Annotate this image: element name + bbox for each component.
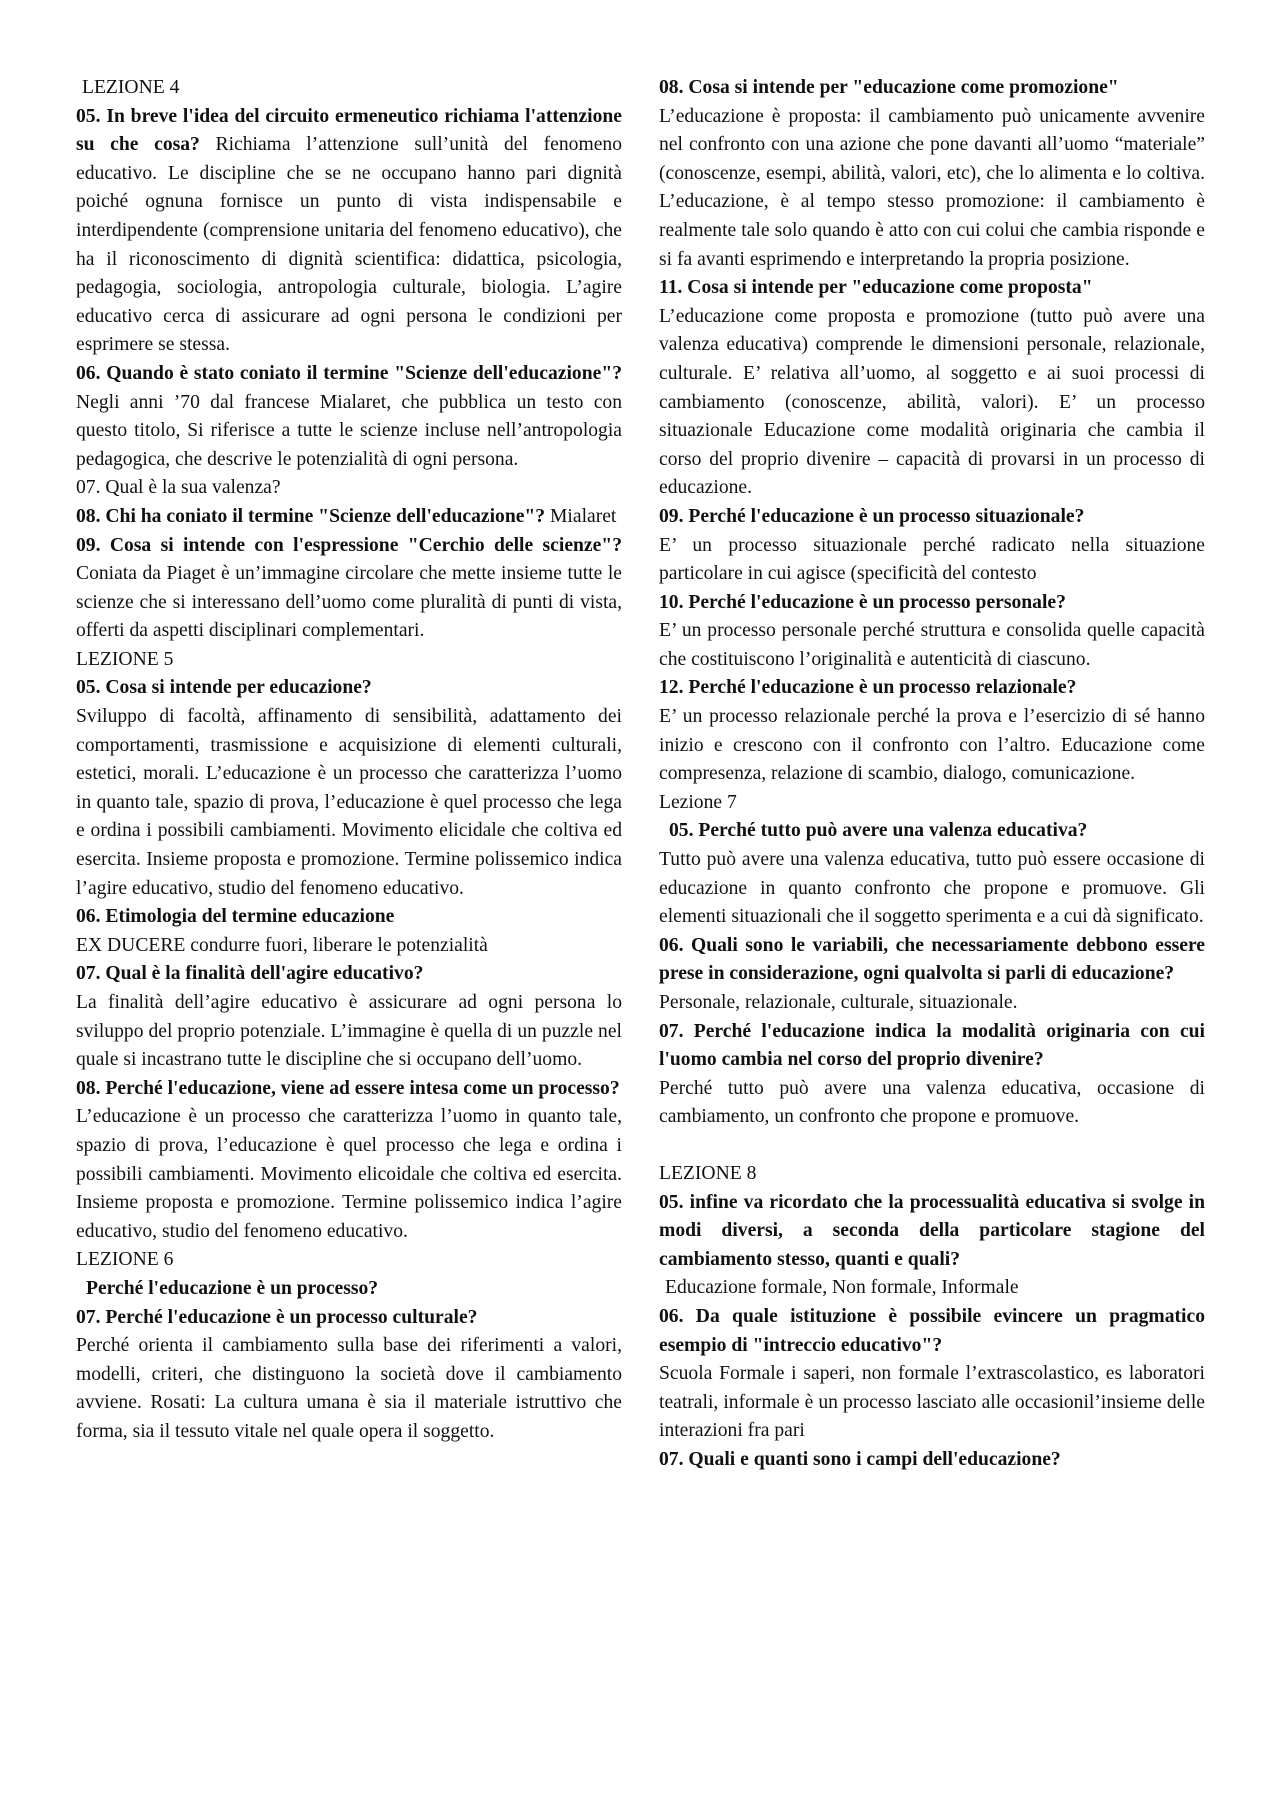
- qa-l4-09: [76, 532, 622, 646]
- left-column: [76, 74, 622, 1447]
- question-l4-07: 07. Qual è la sua valenza?: [76, 477, 281, 499]
- answer-l5-07: La finalità dell’agire educativo è assicurare ad ogni persona lo sviluppo del proprio potenziale. L’immagine è quella di un puzzle nel quale si incastrano tutte le discipline che si occupano dell’uomo.: [76, 992, 622, 1071]
- answer-l5-08: L’educazione è un processo che caratterizza l’uomo in quanto tale, spazio di prova, l’educazione è quel processo che lega e ordina i possibili cambiamenti. Movimento elicoidale che coltiva ed esercita. Insieme proposta e promozione. Termine polissemico indica l’agire educativo, studio del fenomeno educativo.: [76, 1106, 622, 1242]
- question-l6-08: 08. Cosa si intende per "educazione come promozione": [659, 77, 1119, 98]
- answer-l5-06: EX DUCERE condurre fuori, liberare le potenzialità: [76, 934, 488, 956]
- answer-l7-07: Perché tutto può avere una valenza educativa, occasione di cambiamento, un confronto che propone e promuove.: [659, 1077, 1205, 1128]
- lesson-heading-5: LEZIONE 5: [76, 648, 174, 670]
- question: 08. Chi ha coniato il termine "Scienze dell'educazione"?: [76, 505, 546, 527]
- question-l7-06: 06. Quali sono le variabili, che necessariamente debbono essere prese in considerazione, ogni qualvolta si parli di educazione?: [659, 934, 1205, 985]
- question-l6-11: 11. Cosa si intende per "educazione come proposta": [659, 277, 1093, 299]
- answer-l8-05: Educazione formale, Non formale, Informale: [665, 1277, 1019, 1299]
- question-l6-09: 09. Perché l'educazione è un processo situazionale?: [659, 505, 1085, 527]
- lesson-heading-8: LEZIONE 8: [659, 1162, 757, 1184]
- answer-l6-07: Perché orienta il cambiamento sulla base dei riferimenti a valori, modelli, criteri, che distinguono la società dove il cambiamento avviene. Rosati: La cultura umana è sia il materiale istruttivo che forma, sia il tessuto vitale nel quale opera il soggetto.: [76, 1335, 622, 1442]
- right-column: [659, 74, 1205, 1475]
- lesson-heading-4: LEZIONE 4: [82, 77, 180, 98]
- answer-l6-08: L’educazione è proposta: il cambiamento può unicamente avvenire nel confronto con una azione che pone davanti all’uomo “materiale” (conoscenze, esempi, abilità, valori, etc), che lo alimenta e lo coltiva. L’educazione, è al tempo stesso promozione: il cambiamento è realmente tale solo quando è atto con cui colui che cambia risponde e si fa avanti esprimendo e interpretando la propria posizione.: [659, 105, 1205, 270]
- question-l6-07: 07. Perché l'educazione è un processo culturale?: [76, 1306, 478, 1328]
- answer-l7-06: Personale, relazionale, culturale, situazionale.: [659, 992, 1018, 1013]
- answer-l8-06: Scuola Formale i saperi, non formale l’extrascolastico, es laboratori teatrali, informale è un processo lasciato alle occasionil’insieme delle interazioni fra pari: [659, 1363, 1205, 1442]
- qa-l4-05: [76, 103, 622, 360]
- question-l8-05: 05. infine va ricordato che la processualità educativa si svolge in modi diversi, a seconda della particolare stagione del cambiamento stesso, quanti e quali?: [659, 1191, 1205, 1270]
- answer-l6-11: L’educazione come proposta e promozione (tutto può avere una valenza educativa) comprende le dimensioni personale, relazionale, culturale. E’ relativa all’uomo, al soggetto e ai suoi processi di cambiamento (conoscenze, abilità, valori). E’ un processo situazionale Educazione come modalità originaria che cambia il corso del proprio divenire – capacità di provarsi in un processo di educazione.: [659, 305, 1205, 499]
- question-l6-10: 10. Perché l'educazione è un processo personale?: [659, 591, 1066, 613]
- question-l8-06: 06. Da quale istituzione è possibile evincere un pragmatico esempio di "intreccio educativo"?: [659, 1305, 1205, 1356]
- answer: Mialaret: [545, 505, 617, 527]
- answer: Negli anni ’70 dal francese Mialaret, che pubblica un testo con questo titolo, Si riferisce a tutte le scienze incluse nell’antropologia pedagogica, che descrive le potenzialità di ogni persona.: [76, 391, 622, 470]
- question-l8-07: 07. Quali e quanti sono i campi dell'educazione?: [659, 1448, 1061, 1470]
- question: 09. Cosa si intende con l'espressione "Cerchio delle scienze"?: [76, 534, 622, 556]
- spacer: [659, 1132, 1205, 1160]
- question: 06. Quando è stato coniato il termine "Scienze dell'educazione"?: [76, 362, 622, 384]
- subheading-l6: Perché l'educazione è un processo?: [86, 1277, 379, 1299]
- answer: Coniata da Piaget è un’immagine circolare che mette insieme tutte le scienze che si interessano dell’uomo come pluralità di punti di vista, offerti da aspetti disciplinari complementari.: [76, 563, 622, 642]
- question-l5-08: 08. Perché l'educazione, viene ad essere intesa come un processo?: [76, 1077, 620, 1099]
- qa-l4-08: [76, 503, 622, 532]
- lesson-heading-6: LEZIONE 6: [76, 1249, 174, 1271]
- answer-l5-05: Sviluppo di facoltà, affinamento di sensibilità, adattamento dei comportamenti, trasmissione e acquisizione di elementi culturali, estetici, morali. L’educazione è un processo che caratterizza l’uomo in quanto tale, spazio di prova, l’educazione è quel processo che lega e ordina i possibili cambiamenti. Movimento elicidale che coltiva ed esercita. Insieme proposta e promozione. Termine polissemico indica l’agire educativo, studio del fenomeno educativo.: [76, 706, 622, 899]
- answer-l6-09: E’ un processo situazionale perché radicato nella situazione particolare in cui agisce (specificità del contesto: [659, 534, 1205, 585]
- question-l7-07: 07. Perché l'educazione indica la modalità originaria con cui l'uomo cambia nel corso del proprio divenire?: [659, 1020, 1205, 1071]
- question-l7-05: 05. Perché tutto può avere una valenza educativa?: [669, 820, 1088, 842]
- answer: Richiama l’attenzione sull’unità del fenomeno educativo. Le discipline che se ne occupano hanno pari dignità poiché ognuna fornisce un punto di vista indispensabile e interdipendente (comprensione unitaria del fenomeno educativo), che ha il riconoscimento di dignità scientifica: didattica, psicologia, pedagogia, sociologia, antropologia culturale, biologia. L’agire educativo cerca di assicurare ad ogni persona le condizioni per esprimere se stessa.: [76, 134, 622, 356]
- lesson-heading-7: Lezione 7: [659, 791, 737, 813]
- qa-l4-06: [76, 360, 622, 474]
- answer-l7-05: Tutto può avere una valenza educativa, tutto può essere occasione di educazione in quanto confronto che propone e promuove. Gli elementi situazionali che il soggetto sperimenta e a cui dà significato.: [659, 849, 1205, 928]
- question-l5-07: 07. Qual è la finalità dell'agire educativo?: [76, 963, 424, 985]
- question-l6-12: 12. Perché l'educazione è un processo relazionale?: [659, 677, 1077, 699]
- answer-l6-10: E’ un processo personale perché struttura e consolida quelle capacità che costituiscono l’originalità e autenticità di ciascuno.: [659, 620, 1205, 670]
- question: 05. In breve l'idea del circuito ermeneutico richiama l'attenzione su che cosa?: [76, 105, 622, 156]
- answer-l6-12: E’ un processo relazionale perché la prova e l’esercizio di sé hanno inizio e crescono con il confronto con l’altro. Educazione come compresenza, relazione di scambio, dialogo, comunicazione.: [659, 706, 1205, 785]
- question-l5-05: 05. Cosa si intende per educazione?: [76, 677, 372, 699]
- question-l5-06: 06. Etimologia del termine educazione: [76, 906, 395, 928]
